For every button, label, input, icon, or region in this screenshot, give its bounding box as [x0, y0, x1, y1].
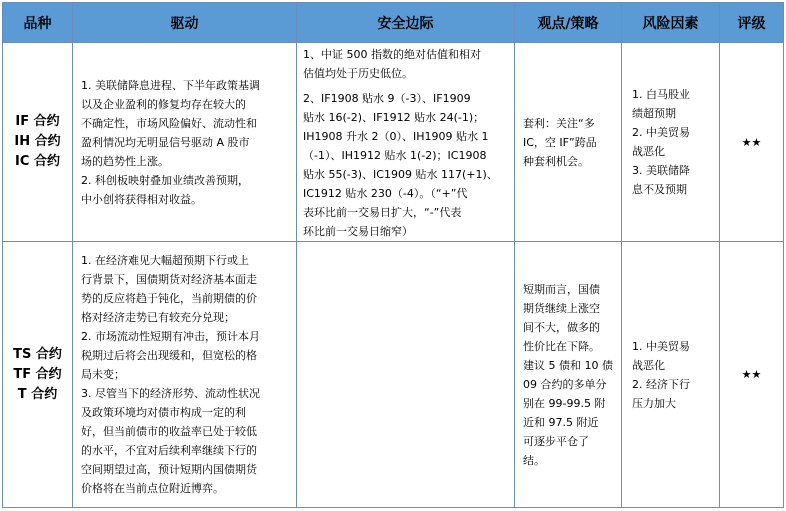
driver-line: 以及企业盈利的修复均存在较大的 — [81, 97, 246, 111]
view-line: 种套利机会。 — [523, 154, 589, 168]
header-view: 观点/策略 — [515, 3, 622, 43]
driver-line: 2. 科创板映射叠加业绩改善预期， — [81, 173, 249, 187]
product-name: IF 合约 — [15, 114, 60, 129]
strategy-table — [2, 2, 784, 508]
driver-line: 的水平，不宜对后续利率继续下行的 — [81, 444, 257, 457]
margin-line: IC1912 贴水 230（-4）。（“+”代 — [303, 187, 468, 200]
risk-line: 1. 白马股业 — [632, 88, 690, 101]
risk-cell — [622, 242, 720, 508]
risk-line: 1. 中美贸易 — [632, 339, 690, 353]
header-driver: 驱动 — [73, 3, 297, 43]
driver-line: 2. 市场流动性短期有冲击，预计本月 — [81, 330, 260, 343]
driver-cell — [73, 242, 297, 508]
driver-line: 场的趋势性上涨。 — [81, 154, 169, 168]
view-cell — [515, 242, 622, 508]
driver-cell — [73, 43, 297, 242]
margin-line: 贴水 55(-3)、IC1909 贴水 117(+1)、 — [303, 168, 498, 181]
product-name: TF 合约 — [13, 366, 62, 382]
view-line: 短期而言，国债 — [523, 282, 600, 296]
product-cell — [3, 43, 73, 242]
view-line: IC，空 IF”跨品 — [523, 135, 597, 149]
view-line: 期货继续上涨空 — [523, 301, 600, 315]
view-line: 别在 99-99.5 附 — [523, 396, 606, 410]
view-line: 建议 5 债和 10 债 — [523, 358, 613, 372]
margin-line: 估值均处于历史低位。 — [303, 67, 413, 80]
safety-margin-cell — [297, 43, 515, 242]
driver-line: 行背景下，国债期货对经济基本面走 — [81, 273, 257, 286]
product-name: TS 合约 — [13, 346, 62, 362]
driver-line: 势的反应将趋于钝化，当前期债的价 — [81, 292, 257, 305]
driver-line: 好，但当前债市的收益率已处于较低 — [81, 425, 257, 438]
driver-line: 不确定性，市场风险偏好、流动性和 — [81, 116, 257, 130]
driver-line: 盈利情况均无明显信号驱动 A 股市 — [81, 135, 250, 149]
rating-stars: ★★ — [720, 242, 784, 508]
header-safety-margin: 安全边际 — [297, 3, 515, 43]
driver-line: 中小创将获得相对收益。 — [81, 192, 202, 206]
view-line: 套利：关注“多 — [523, 116, 595, 130]
risk-line: 2. 经济下行 — [632, 377, 690, 391]
margin-line: （-1）、IH1912 贴水 1(-2)；IC1908 — [303, 149, 487, 162]
margin-line: 1、中证 500 指数的绝对估值和相对 — [303, 48, 481, 61]
driver-line: 局未变； — [81, 368, 125, 381]
risk-line: 2. 中美贸易 — [632, 126, 690, 139]
margin-line: 表环比前一交易日扩大，“-”代表 — [303, 206, 462, 219]
product-name: IC 合约 — [15, 154, 60, 169]
driver-line: 3. 尽管当下的经济形势、流动性状况 — [81, 387, 260, 400]
header-product: 品种 — [3, 3, 73, 43]
margin-line: 2、IF1908 贴水 9（-3）、IF1909 — [303, 92, 471, 105]
risk-line: 绩超预期 — [632, 107, 676, 120]
risk-cell — [622, 43, 720, 242]
view-line: 09 合约的多单分 — [523, 377, 607, 391]
view-line: 近和 97.5 附近 — [523, 415, 599, 429]
header-row — [3, 3, 784, 43]
view-line: 间不大，做多的 — [523, 320, 600, 334]
driver-line: 格对经济走势已有较充分兑现； — [81, 311, 235, 324]
table-row — [3, 43, 784, 242]
view-line: 可逐步平仓了 — [523, 434, 589, 448]
view-cell — [515, 43, 622, 242]
view-line: 结。 — [523, 453, 545, 467]
header-risk: 风险因素 — [622, 3, 720, 43]
table-row — [3, 242, 784, 508]
margin-line: IH1908 升水 2（0）、IH1909 贴水 1 — [303, 130, 489, 143]
header-rating: 评级 — [720, 3, 784, 43]
rating-stars: ★★ — [720, 43, 784, 242]
driver-line: 空间期望过高，预计短期内国债期货 — [81, 463, 257, 476]
driver-line: 价格将在当前点位附近博弈。 — [81, 482, 224, 495]
driver-line: 税期过后将会出现缓和，但宽松的格 — [81, 349, 257, 362]
margin-line: 贴水 16(-2)、IF1912 贴水 24(-1)； — [303, 111, 485, 124]
risk-line: 战恶化 — [632, 145, 665, 158]
product-name: IH 合约 — [14, 134, 61, 149]
risk-line: 息不及预期 — [632, 183, 687, 196]
risk-line: 3. 美联储降 — [632, 164, 690, 177]
driver-line: 及政策环境均对债市构成一定的利 — [81, 406, 246, 419]
risk-line: 压力加大 — [632, 396, 676, 410]
product-cell — [3, 242, 73, 508]
view-line: 性价比在下降。 — [523, 339, 600, 353]
driver-line: 1. 美联储降息进程、下半年政策基调 — [81, 78, 260, 92]
margin-line: 环比前一交易日缩窄） — [303, 225, 413, 238]
safety-margin-cell — [297, 242, 515, 508]
risk-line: 战恶化 — [632, 358, 665, 372]
driver-line: 1. 在经济难见大幅超预期下行或上 — [81, 254, 249, 267]
product-name: T 合约 — [17, 386, 58, 402]
